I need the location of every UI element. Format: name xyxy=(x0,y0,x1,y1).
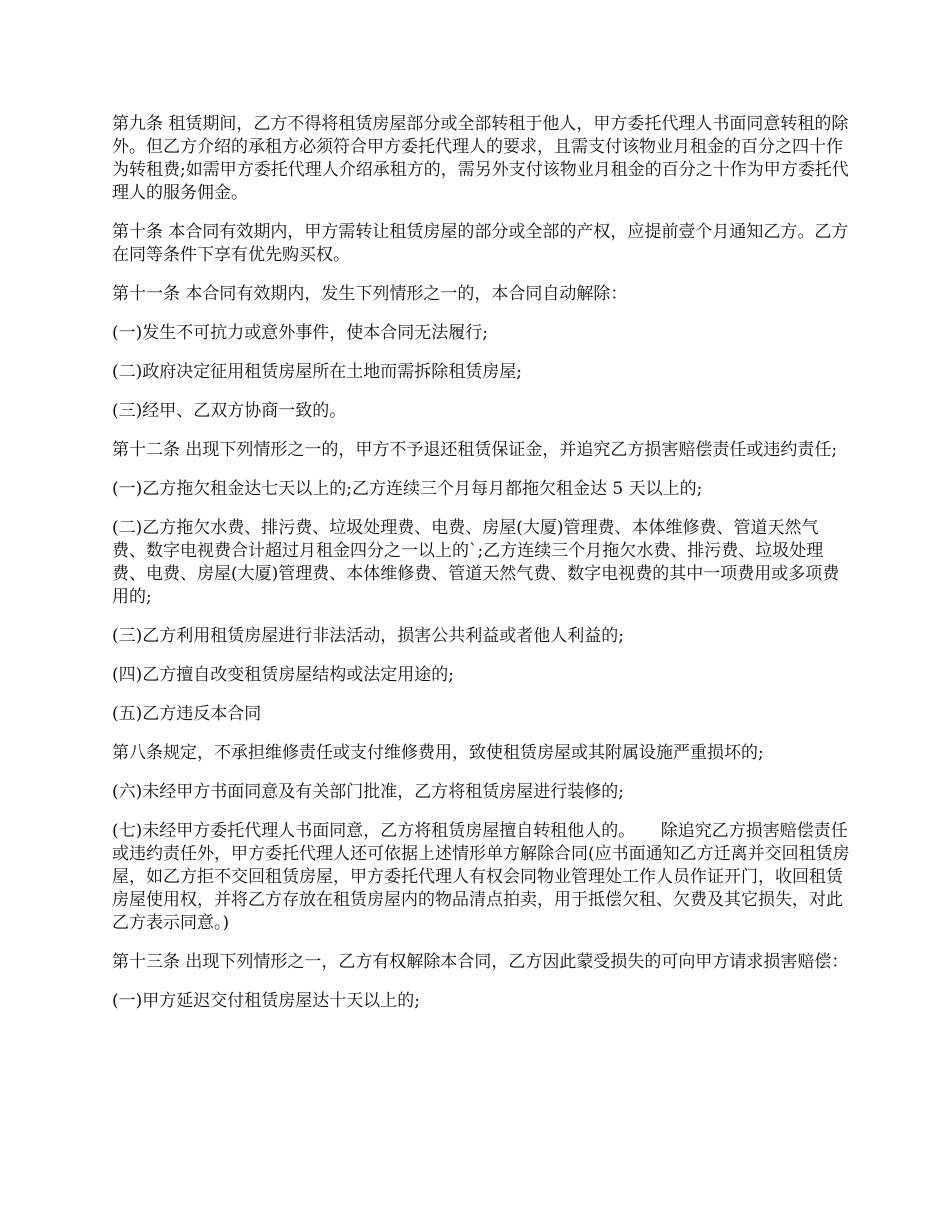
article-12-item-5-continued: 第八条规定，不承担维修责任或支付维修费用，致使租赁房屋或其附属设施严重损坏的; xyxy=(112,743,764,763)
article-11-paragraph: 第十一条 本合同有效期内，发生下列情形之一的，本合同自动解除： xyxy=(112,284,628,304)
document-body xyxy=(112,113,852,1029)
article-12-item-6: (六)未经甲方书面同意及有关部门批准，乙方将租赁房屋进行装修的; xyxy=(112,782,624,802)
article-10-paragraph: 第十条 本合同有效期内，甲方需转让租赁房屋的部分或全部的产权，应提前壹个月通知乙方。乙方在同等条件下享有优先购买权。 xyxy=(112,222,849,265)
article-11-item-3: (三)经甲、乙双方协商一致的。 xyxy=(112,401,347,421)
article-12-item-1: (一)乙方拖欠租金达七天以上的;乙方连续三个月每月都拖欠租金达 5 天以上的; xyxy=(112,479,703,499)
article-9-paragraph: 第九条 租赁期间，乙方不得将租赁房屋部分或全部转租于他人，甲方委托代理人书面同意转租的除外。但乙方介绍的承租方必须符合甲方委托代理人的要求，且需支付该物业月租金的百分之四十作为转租费;如需甲方委托代理人介绍承租方的，需另外支付该物业月租金的百分之十作为甲方委托代理人的服务佣金。 xyxy=(112,114,849,203)
article-12-item-4: (四)乙方擅自改变租赁房屋结构或法定用途的; xyxy=(112,665,454,685)
article-12-item-2: (二)乙方拖欠水费、排污费、垃圾处理费、电费、房屋(大厦)管理费、本体维修费、管道天然气费、数字电视费合计超过月租金四分之一以上的`;乙方连续三个月拖欠水费、排污费、垃圾处理费、电费、房屋(大厦)管理费、本体维修费、管道天然气费、数字电视费的其中一项费用或多项费用的; xyxy=(112,518,840,607)
article-12-item-5: (五)乙方违反本合同 xyxy=(112,704,262,724)
article-12-item-3: (三)乙方利用租赁房屋进行非法活动，损害公共利益或者他人利益的; xyxy=(112,626,624,646)
article-13-item-1: (一)甲方延迟交付租赁房屋达十天以上的; xyxy=(112,991,420,1011)
article-13-paragraph: 第十三条 出现下列情形之一，乙方有权解除本合同，乙方因此蒙受损失的可向甲方请求损害赔偿： xyxy=(112,952,849,972)
article-11-item-1: (一)发生不可抗力或意外事件，使本合同无法履行; xyxy=(112,323,488,343)
article-11-item-2: (二)政府决定征用租赁房屋所在土地而需拆除租赁房屋; xyxy=(112,362,522,382)
article-12-paragraph: 第十二条 出现下列情形之一的，甲方不予退还租赁保证金，并追究乙方损害赔偿责任或违约责任; xyxy=(112,440,838,460)
article-12-item-7: (七)未经甲方委托代理人书面同意，乙方将租赁房屋擅自转租他人的。 除追究乙方损害赔偿责任或违约责任外，甲方委托代理人还可依据上述情形单方解除合同(应书面通知乙方迁离并交回租赁房屋，如乙方拒不交回租赁房屋，甲方委托代理人有权会同物业管理处工作人员作证开门，收回租赁房屋使用权，并将乙方存放在租赁房屋内的物品清点拍卖，用于抵偿欠租、欠费及其它损失，对此乙方表示同意。) xyxy=(112,821,850,933)
